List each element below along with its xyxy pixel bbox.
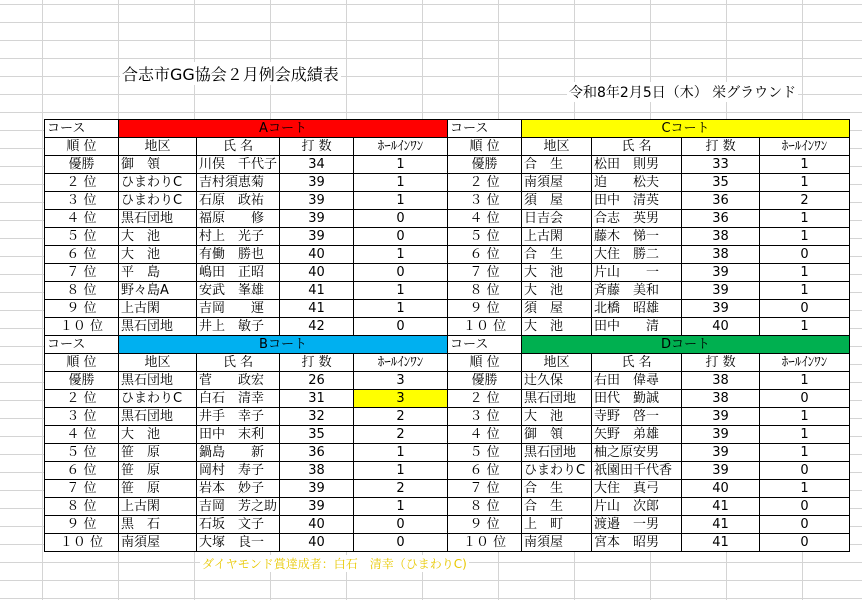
cell-rank: ２ 位 xyxy=(45,174,119,192)
cell-rank: ４ 位 xyxy=(448,210,522,228)
cell-area: 合 生 xyxy=(522,156,592,174)
cell-strokes: 38 xyxy=(682,228,760,246)
cell-strokes: 39 xyxy=(682,264,760,282)
cell-rank: ６ 位 xyxy=(45,462,119,480)
cell-area: 大 池 xyxy=(522,264,592,282)
cell-hio: 1 xyxy=(760,318,850,336)
cell-area: 上 町 xyxy=(522,516,592,534)
cell-area: 大 池 xyxy=(522,408,592,426)
cell-name: 吉岡 運 xyxy=(197,300,280,318)
cell-rank: ８ 位 xyxy=(45,498,119,516)
result-row xyxy=(45,390,850,408)
cell-hio: 1 xyxy=(354,192,448,210)
result-row xyxy=(45,444,850,462)
result-row xyxy=(45,372,850,390)
cell-rank: １０ 位 xyxy=(45,318,119,336)
cell-area: 黒石団地 xyxy=(119,318,197,336)
cell-hio: 2 xyxy=(760,192,850,210)
cell-hio: 1 xyxy=(760,264,850,282)
cell-name: 迫 松夫 xyxy=(592,174,682,192)
cell-hio: 0 xyxy=(760,462,850,480)
header-row-ac xyxy=(45,138,850,156)
cell-strokes: 36 xyxy=(280,444,354,462)
hio-header: ﾎｰﾙｲﾝﾜﾝ xyxy=(354,138,448,156)
cell-hio: 3 xyxy=(354,372,448,390)
cell-hio: 1 xyxy=(354,498,448,516)
result-row xyxy=(45,534,850,552)
cell-name: 宮本 昭男 xyxy=(592,534,682,552)
area-header: 地区 xyxy=(522,138,592,156)
cell-name: 片山 一 xyxy=(592,264,682,282)
result-row xyxy=(45,408,850,426)
cell-name: 寺野 啓一 xyxy=(592,408,682,426)
cell-hio: 1 xyxy=(354,300,448,318)
cell-area: 日吉会 xyxy=(522,210,592,228)
cell-area: 笹 原 xyxy=(119,444,197,462)
cell-name: 石原 政祐 xyxy=(197,192,280,210)
cell-strokes: 39 xyxy=(682,300,760,318)
results-table xyxy=(44,119,850,552)
hio-header: ﾎｰﾙｲﾝﾜﾝ xyxy=(760,354,850,372)
cell-rank: ７ 位 xyxy=(45,264,119,282)
cell-area: 野々島A xyxy=(119,282,197,300)
cell-hio: 0 xyxy=(760,516,850,534)
result-row xyxy=(45,516,850,534)
cell-rank: ４ 位 xyxy=(45,210,119,228)
cell-rank: １０ 位 xyxy=(448,318,522,336)
cell-strokes: 41 xyxy=(682,534,760,552)
cell-strokes: 40 xyxy=(280,516,354,534)
cell-name: 松田 則男 xyxy=(592,156,682,174)
cell-name: 井上 敏子 xyxy=(197,318,280,336)
cell-rank: ９ 位 xyxy=(448,516,522,534)
cell-strokes: 34 xyxy=(280,156,354,174)
cell-area: 平 島 xyxy=(119,264,197,282)
cell-hio: 1 xyxy=(760,444,850,462)
cell-strokes: 31 xyxy=(280,390,354,408)
cell-strokes: 39 xyxy=(280,174,354,192)
cell-rank: ４ 位 xyxy=(45,426,119,444)
cell-hio: 1 xyxy=(354,246,448,264)
cell-hio: 1 xyxy=(354,462,448,480)
result-row xyxy=(45,318,850,336)
result-row xyxy=(45,462,850,480)
cell-name: 有働 勝也 xyxy=(197,246,280,264)
cell-name: 井手 幸子 xyxy=(197,408,280,426)
cell-strokes: 38 xyxy=(280,462,354,480)
cell-name: 村上 光子 xyxy=(197,228,280,246)
cell-rank: ６ 位 xyxy=(448,462,522,480)
cell-hio: 1 xyxy=(760,426,850,444)
cell-area: 黒石団地 xyxy=(119,210,197,228)
cell-hio: 1 xyxy=(760,156,850,174)
result-row xyxy=(45,228,850,246)
cell-area: 大 池 xyxy=(522,318,592,336)
cell-hio: 2 xyxy=(354,408,448,426)
cell-name: 祇園田千代香 xyxy=(592,462,682,480)
cell-name: 田代 勤誠 xyxy=(592,390,682,408)
cell-strokes: 41 xyxy=(682,498,760,516)
result-row xyxy=(45,426,850,444)
cell-hio: 2 xyxy=(354,426,448,444)
cell-strokes: 39 xyxy=(280,480,354,498)
cell-name: 田中 末利 xyxy=(197,426,280,444)
result-row xyxy=(45,300,850,318)
cell-name: 右田 偉尋 xyxy=(592,372,682,390)
cell-strokes: 39 xyxy=(682,408,760,426)
cell-area: 辻久保 xyxy=(522,372,592,390)
cell-strokes: 42 xyxy=(280,318,354,336)
cell-hio: 1 xyxy=(760,174,850,192)
court-b-header: Bコート xyxy=(119,336,448,354)
cell-area: 御 領 xyxy=(119,156,197,174)
cell-strokes: 39 xyxy=(280,210,354,228)
cell-area: 合 生 xyxy=(522,498,592,516)
cell-name: 岩本 妙子 xyxy=(197,480,280,498)
cell-strokes: 40 xyxy=(280,246,354,264)
cell-rank: ３ 位 xyxy=(45,408,119,426)
diamond-award-note: ダイヤモンド賞達成者：白石 清幸（ひまわりC) xyxy=(202,557,467,571)
cell-area: 上古閑 xyxy=(522,228,592,246)
cell-strokes: 39 xyxy=(682,426,760,444)
cell-strokes: 41 xyxy=(280,300,354,318)
cell-area: 南須屋 xyxy=(522,174,592,192)
sheet-title: 合志市GG協会２月例会成績表 xyxy=(120,62,341,85)
cell-area: ひまわりC xyxy=(119,174,197,192)
hio-header: ﾎｰﾙｲﾝﾜﾝ xyxy=(354,354,448,372)
cell-rank: ６ 位 xyxy=(45,246,119,264)
cell-area: 黒 石 xyxy=(119,516,197,534)
area-header: 地区 xyxy=(119,138,197,156)
cell-name: 嶋田 正昭 xyxy=(197,264,280,282)
cell-name: 岡村 寿子 xyxy=(197,462,280,480)
cell-name: 吉村須恵菊 xyxy=(197,174,280,192)
cell-name: 白石 清幸 xyxy=(197,390,280,408)
cell-rank: ２ 位 xyxy=(448,390,522,408)
cell-hio: 0 xyxy=(354,534,448,552)
cell-name: 片山 次郎 xyxy=(592,498,682,516)
cell-rank: １０ 位 xyxy=(448,534,522,552)
cell-area: 須 屋 xyxy=(522,192,592,210)
sheet-subtitle: 令和8年2月5日（木） 栄グラウンド xyxy=(567,82,798,102)
cell-rank: ９ 位 xyxy=(45,516,119,534)
cell-name: 大住 真弓 xyxy=(592,480,682,498)
cell-strokes: 39 xyxy=(280,192,354,210)
hio-header: ﾎｰﾙｲﾝﾜﾝ xyxy=(760,138,850,156)
cell-area: 上古閑 xyxy=(119,498,197,516)
cell-rank: ５ 位 xyxy=(448,444,522,462)
cell-strokes: 36 xyxy=(682,192,760,210)
cell-hio: 1 xyxy=(354,156,448,174)
result-row xyxy=(45,480,850,498)
cell-rank: 優勝 xyxy=(45,372,119,390)
cell-hio: 1 xyxy=(760,228,850,246)
strokes-header: 打 数 xyxy=(280,354,354,372)
cell-strokes: 39 xyxy=(682,282,760,300)
cell-area: 大 池 xyxy=(119,228,197,246)
cell-area: 南須屋 xyxy=(522,534,592,552)
court-c-header: Cコート xyxy=(522,120,850,138)
cell-hio: 1 xyxy=(760,210,850,228)
name-header: 氏 名 xyxy=(592,138,682,156)
cell-area: 大 池 xyxy=(119,426,197,444)
cell-area: ひまわりC xyxy=(119,390,197,408)
result-row xyxy=(45,156,850,174)
cell-hio: 0 xyxy=(760,498,850,516)
cell-hio: 0 xyxy=(354,228,448,246)
cell-rank: ７ 位 xyxy=(448,264,522,282)
rank-header: 順 位 xyxy=(448,354,522,372)
cell-strokes: 40 xyxy=(682,318,760,336)
result-row xyxy=(45,246,850,264)
cell-rank: ７ 位 xyxy=(45,480,119,498)
cell-rank: ４ 位 xyxy=(448,426,522,444)
cell-hio: 0 xyxy=(760,300,850,318)
cell-strokes: 40 xyxy=(280,534,354,552)
cell-name: 柚之原安男 xyxy=(592,444,682,462)
cell-name: 合志 英男 xyxy=(592,210,682,228)
strokes-header: 打 数 xyxy=(682,354,760,372)
cell-name: 渡邉 一男 xyxy=(592,516,682,534)
cell-strokes: 32 xyxy=(280,408,354,426)
cell-hio: 3 xyxy=(354,390,448,408)
cell-area: 須 屋 xyxy=(522,300,592,318)
cell-hio: 0 xyxy=(354,210,448,228)
cell-area: 上古閑 xyxy=(119,300,197,318)
cell-strokes: 41 xyxy=(280,282,354,300)
strokes-header: 打 数 xyxy=(682,138,760,156)
cell-area: 黒石団地 xyxy=(119,372,197,390)
cell-hio: 0 xyxy=(760,246,850,264)
result-row xyxy=(45,264,850,282)
cell-rank: ６ 位 xyxy=(448,246,522,264)
name-header: 氏 名 xyxy=(197,354,280,372)
cell-rank: ８ 位 xyxy=(45,282,119,300)
cell-area: ひまわりC xyxy=(119,192,197,210)
cell-rank: ９ 位 xyxy=(45,300,119,318)
court-a-header: Aコート xyxy=(119,120,448,138)
cell-name: 石坂 文子 xyxy=(197,516,280,534)
cell-rank: ８ 位 xyxy=(448,498,522,516)
cell-rank: ９ 位 xyxy=(448,300,522,318)
cell-rank: ５ 位 xyxy=(448,228,522,246)
cell-area: 御 領 xyxy=(522,426,592,444)
cell-rank: ２ 位 xyxy=(45,390,119,408)
cell-hio: 1 xyxy=(760,372,850,390)
cell-hio: 1 xyxy=(354,174,448,192)
cell-hio: 0 xyxy=(354,318,448,336)
course-label-cell: コース xyxy=(45,336,119,354)
cell-name: 鍋島 新 xyxy=(197,444,280,462)
name-header: 氏 名 xyxy=(197,138,280,156)
cell-hio: 1 xyxy=(760,480,850,498)
cell-rank: ５ 位 xyxy=(45,444,119,462)
cell-name: 安武 峯雄 xyxy=(197,282,280,300)
cell-rank: 優勝 xyxy=(448,372,522,390)
cell-name: 斉藤 美和 xyxy=(592,282,682,300)
cell-rank: ３ 位 xyxy=(448,192,522,210)
cell-hio: 2 xyxy=(354,480,448,498)
course-label-cell: コース xyxy=(45,120,119,138)
cell-name: 田中 清 xyxy=(592,318,682,336)
court-d-header: Dコート xyxy=(522,336,850,354)
result-row xyxy=(45,498,850,516)
cell-name: 福原 修 xyxy=(197,210,280,228)
cell-hio: 0 xyxy=(354,264,448,282)
cell-strokes: 35 xyxy=(280,426,354,444)
cell-name: 川俣 千代子 xyxy=(197,156,280,174)
cell-hio: 1 xyxy=(354,444,448,462)
cell-rank: ５ 位 xyxy=(45,228,119,246)
result-row xyxy=(45,192,850,210)
cell-strokes: 38 xyxy=(682,246,760,264)
cell-name: 藤木 悌一 xyxy=(592,228,682,246)
cell-area: 合 生 xyxy=(522,480,592,498)
name-header: 氏 名 xyxy=(592,354,682,372)
cell-strokes: 35 xyxy=(682,174,760,192)
cell-area: 南須屋 xyxy=(119,534,197,552)
cell-name: 田中 清英 xyxy=(592,192,682,210)
cell-rank: ２ 位 xyxy=(448,174,522,192)
cell-rank: ７ 位 xyxy=(448,480,522,498)
cell-name: 菅 政宏 xyxy=(197,372,280,390)
course-row-ac xyxy=(45,120,850,138)
cell-strokes: 36 xyxy=(682,210,760,228)
cell-area: 合 生 xyxy=(522,246,592,264)
cell-rank: 優勝 xyxy=(45,156,119,174)
cell-strokes: 40 xyxy=(280,264,354,282)
cell-area: 黒石団地 xyxy=(522,390,592,408)
cell-hio: 0 xyxy=(354,516,448,534)
cell-strokes: 39 xyxy=(280,228,354,246)
cell-area: 黒石団地 xyxy=(119,408,197,426)
header-row-bd xyxy=(45,354,850,372)
cell-strokes: 26 xyxy=(280,372,354,390)
cell-name: 北橋 昭雄 xyxy=(592,300,682,318)
cell-strokes: 39 xyxy=(280,498,354,516)
course-label-cell: コース xyxy=(448,120,522,138)
cell-rank: １０ 位 xyxy=(45,534,119,552)
cell-area: 大 池 xyxy=(522,282,592,300)
cell-area: ひまわりC xyxy=(522,462,592,480)
cell-area: 笹 原 xyxy=(119,462,197,480)
cell-hio: 0 xyxy=(760,390,850,408)
cell-strokes: 40 xyxy=(682,480,760,498)
cell-name: 大塚 良一 xyxy=(197,534,280,552)
cell-rank: ８ 位 xyxy=(448,282,522,300)
cell-strokes: 33 xyxy=(682,156,760,174)
area-header: 地区 xyxy=(522,354,592,372)
cell-strokes: 38 xyxy=(682,372,760,390)
cell-strokes: 41 xyxy=(682,516,760,534)
area-header: 地区 xyxy=(119,354,197,372)
result-row xyxy=(45,282,850,300)
cell-rank: ３ 位 xyxy=(45,192,119,210)
cell-strokes: 39 xyxy=(682,462,760,480)
result-row xyxy=(45,210,850,228)
course-label-cell: コース xyxy=(448,336,522,354)
cell-hio: 1 xyxy=(354,282,448,300)
cell-area: 黒石団地 xyxy=(522,444,592,462)
cell-area: 笹 原 xyxy=(119,480,197,498)
rank-header: 順 位 xyxy=(448,138,522,156)
cell-hio: 1 xyxy=(760,282,850,300)
results-body xyxy=(45,120,850,552)
strokes-header: 打 数 xyxy=(280,138,354,156)
cell-strokes: 39 xyxy=(682,444,760,462)
cell-rank: 優勝 xyxy=(448,156,522,174)
rank-header: 順 位 xyxy=(45,354,119,372)
cell-hio: 0 xyxy=(760,534,850,552)
cell-name: 大住 勝二 xyxy=(592,246,682,264)
cell-rank: ３ 位 xyxy=(448,408,522,426)
cell-name: 吉岡 芳之助 xyxy=(197,498,280,516)
cell-hio: 1 xyxy=(760,408,850,426)
rank-header: 順 位 xyxy=(45,138,119,156)
cell-name: 矢野 弟雄 xyxy=(592,426,682,444)
cell-area: 大 池 xyxy=(119,246,197,264)
result-row xyxy=(45,174,850,192)
course-row-bd xyxy=(45,336,850,354)
cell-strokes: 38 xyxy=(682,390,760,408)
